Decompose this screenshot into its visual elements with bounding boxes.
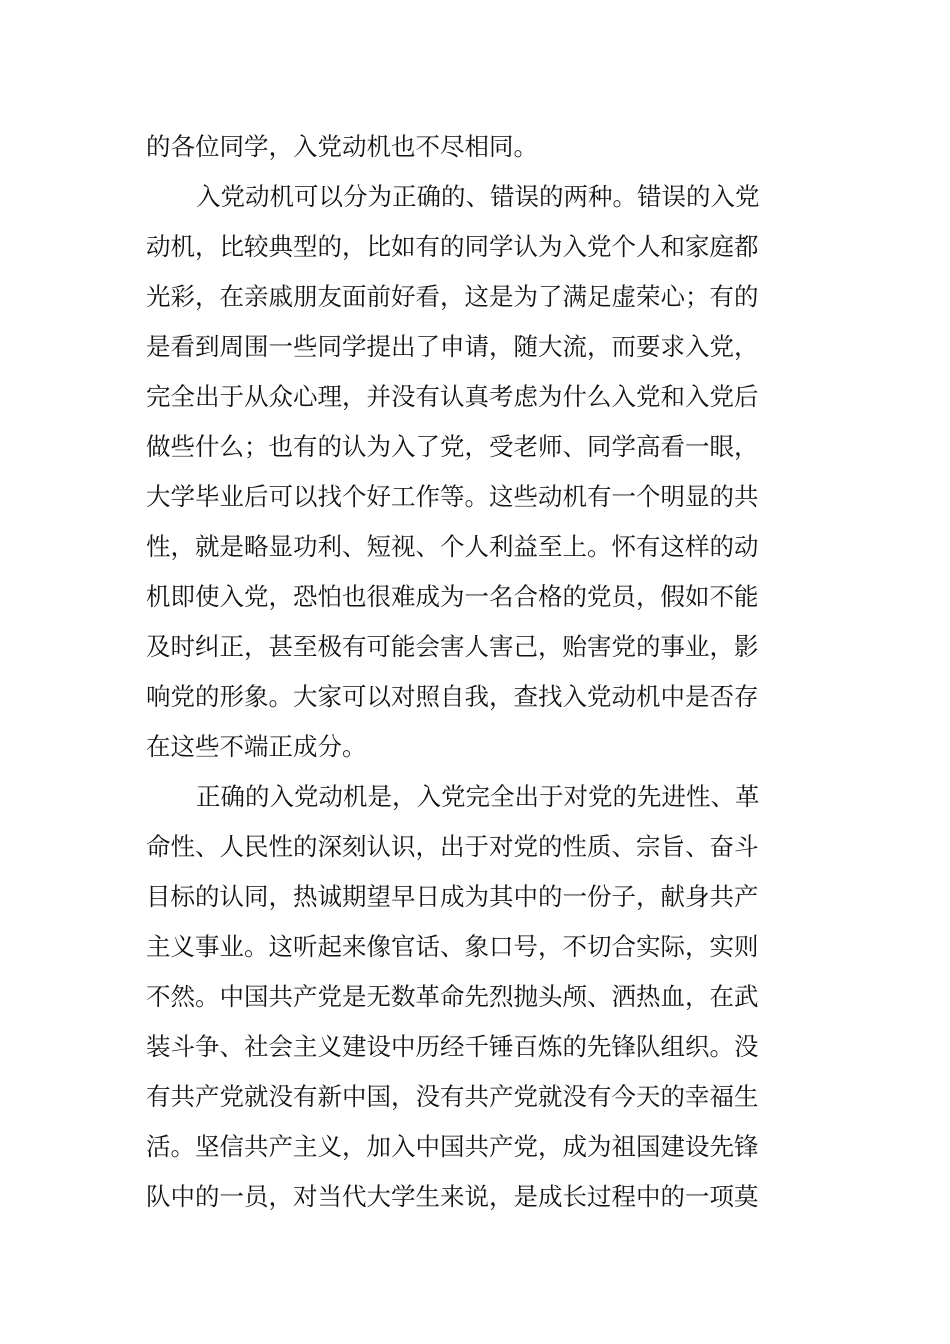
text-line: 机即使入党，恐怕也很难成为一名合格的党员，假如不能 [146,582,759,611]
text-line: 光彩，在亲戚朋友面前好看，这是为了满足虚荣心；有的 [146,282,759,311]
text-line: 做些什么；也有的认为入了党，受老师、同学高看一眼， [146,432,759,461]
text-line: 性，就是略显功利、短视、个人利益至上。怀有这样的动 [146,532,759,561]
text-line: 不然。中国共产党是无数革命先烈抛头颅、洒热血，在武 [146,982,759,1011]
text-line: 主义事业。这听起来像官话、象口号，不切合实际，实则 [146,932,759,961]
body-text [146,122,810,1222]
text-line: 动机，比较典型的，比如有的同学认为入党个人和家庭都 [146,232,759,261]
text-line: 大学毕业后可以找个好工作等。这些动机有一个明显的共 [146,482,759,511]
text-line: 装斗争、社会主义建设中历经千锤百炼的先锋队组织。没 [146,1032,759,1061]
paragraph-first-line: 正确的入党动机是，入党完全出于对党的先进性、革 [196,782,760,811]
text-line: 队中的一员，对当代大学生来说，是成长过程中的一项莫 [146,1182,759,1211]
text-line: 是看到周围一些同学提出了申请，随大流，而要求入党， [146,332,759,361]
text-line: 响党的形象。大家可以对照自我，查找入党动机中是否存 [146,682,759,711]
text-line: 活。坚信共产主义，加入中国共产党，成为祖国建设先锋 [146,1132,759,1161]
text-line: 命性、人民性的深刻认识，出于对党的性质、宗旨、奋斗 [146,832,759,861]
text-line: 完全出于从众心理，并没有认真考虑为什么入党和入党后 [146,382,759,411]
text-line: 在这些不端正成分。 [146,732,367,761]
paragraph-first-line: 入党动机可以分为正确的、错误的两种。错误的入党 [196,182,760,211]
text-line: 目标的认同，热诚期望早日成为其中的一份子，献身共产 [146,882,759,911]
text-line: 的各位同学，入党动机也不尽相同。 [146,132,538,161]
text-line: 及时纠正，甚至极有可能会害人害己，贻害党的事业，影 [146,632,759,661]
text-line: 有共产党就没有新中国，没有共产党就没有今天的幸福生 [146,1082,759,1111]
